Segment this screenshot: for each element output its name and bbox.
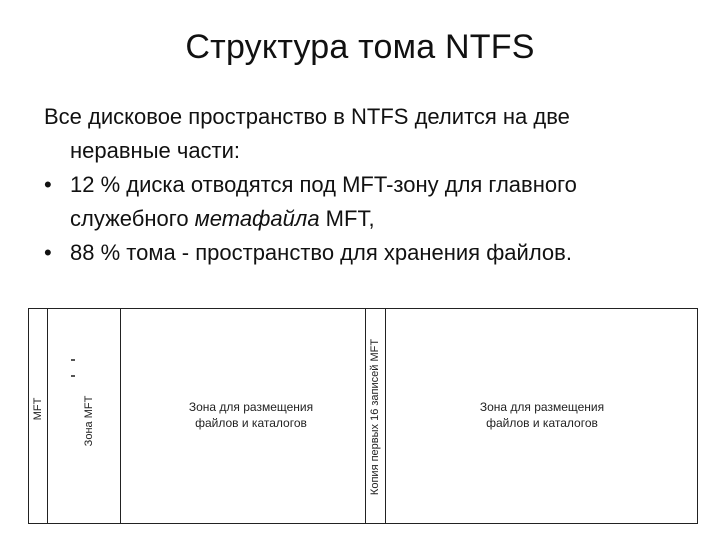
- files-zone-2-line-2: файлов и каталогов: [486, 416, 598, 430]
- bullet-text-line-2-start: служебного: [70, 206, 195, 231]
- bullet-text: 88 % тома - пространство для хранения файлов.: [70, 240, 572, 265]
- files-zone-label-2: [480, 399, 604, 431]
- slide-body: [44, 100, 694, 270]
- files-zone-label-1: [189, 399, 313, 431]
- divider-mft: [47, 309, 48, 523]
- tick-mark: [71, 359, 75, 361]
- bullet-marker: •: [44, 172, 52, 197]
- mft-label: MFT: [32, 397, 44, 421]
- intro-line-2: неравные части:: [70, 138, 241, 163]
- files-zone-1-line-1: Зона для размещения: [188, 400, 314, 414]
- files-zone-1-line-2: файлов и каталогов: [195, 416, 307, 430]
- tick-mark: [71, 375, 75, 377]
- bullet-item-files: [44, 236, 694, 270]
- divider-copy: [385, 309, 386, 523]
- bullet-emphasis: метафайла: [194, 206, 320, 231]
- bullet-item-mft: [44, 168, 694, 236]
- bullet-text-line-2-end: MFT,: [319, 206, 375, 231]
- bullet-text-line-1: 12 % диска отводятся под MFT-зону для главного: [70, 172, 577, 197]
- ntfs-volume-diagram: [28, 308, 698, 524]
- slide-title: Структура тома NTFS: [185, 28, 535, 66]
- bullet-marker: •: [44, 240, 52, 265]
- files-zone-2-line-1: Зона для размещения: [479, 400, 605, 414]
- divider-mft-zone: [120, 309, 121, 523]
- mft-copy-label: Копия первых 16 записей MFT: [369, 338, 381, 496]
- mft-zone-label: Зона MFT: [83, 395, 95, 447]
- divider-files-zone-1: [365, 309, 366, 523]
- intro-line-1: Все дисковое пространство в NTFS делится на две: [44, 104, 570, 129]
